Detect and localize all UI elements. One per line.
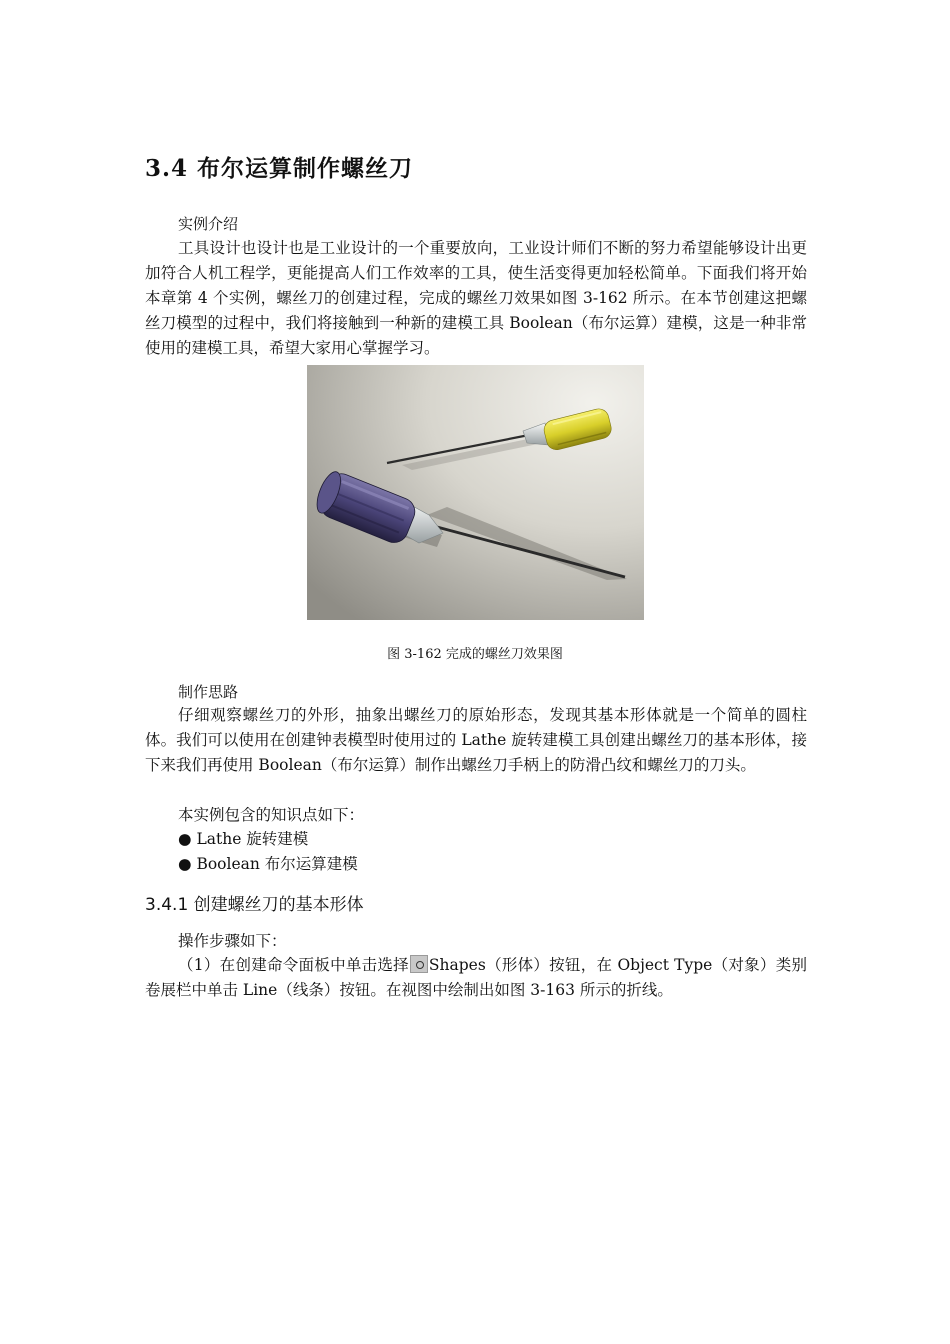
step-1-paragraph <box>145 953 807 1003</box>
subsection-heading: 3.4.1 创建螺丝刀的基本形体 <box>145 895 364 915</box>
figure-caption: 图 3-162 完成的螺丝刀效果图 <box>387 647 563 662</box>
knowledge-intro: 本实例包含的知识点如下： <box>178 806 365 824</box>
approach-heading: 制作思路 <box>178 683 239 701</box>
approach-paragraph: 仔细观察螺丝刀的外形，抽象出螺丝刀的原始形态，发现其基本形体就是一个简单的圆柱体。我们可以使用在创建钟表模型时使用过的 Lathe 旋转建模工具创建出螺丝刀的基本形体，接下来我们再使用 Boolean（布尔运算）制作出螺丝刀手柄上的防滑凸纹和螺丝刀的刀头。 <box>145 706 807 774</box>
intro-heading: 实例介绍 <box>178 215 239 233</box>
bullet-item-lathe: ● Lathe 旋转建模 <box>178 830 309 848</box>
step-1-prefix: （1）在创建命令面板中单击选择 <box>178 956 409 974</box>
section-title: 3.4 布尔运算制作螺丝刀 <box>145 155 414 182</box>
intro-paragraph: 工具设计也设计也是工业设计的一个重要放向，工业设计师们不断的努力希望能够设计出更加符合人机工程学，更能提高人们工作效率的工具，使生活变得更加轻松简单。下面我们将开始本章第 4 个实例，螺丝刀的创建过程，完成的螺丝刀效果如图 3-162 所示。在本节创建这把螺丝刀模型的过程中，我们将接触到一种新的建模工具 Boolean（布尔运算）建模，这是一种非常使用的建模工具，希望大家用心掌握学习。 <box>145 239 807 357</box>
step-1-suffix: Shapes（形体）按钮，在 Object Type（对象）类别卷展栏中单击 Line（线条）按钮。在视图中绘制出如图 3-163 所示的折线。 <box>145 956 807 999</box>
steps-intro: 操作步骤如下： <box>178 932 287 950</box>
screwdriver-render-figure <box>307 365 644 620</box>
screwdriver-image <box>307 365 644 620</box>
shapes-icon <box>410 955 428 973</box>
bullet-item-boolean: ● Boolean 布尔运算建模 <box>178 855 358 873</box>
